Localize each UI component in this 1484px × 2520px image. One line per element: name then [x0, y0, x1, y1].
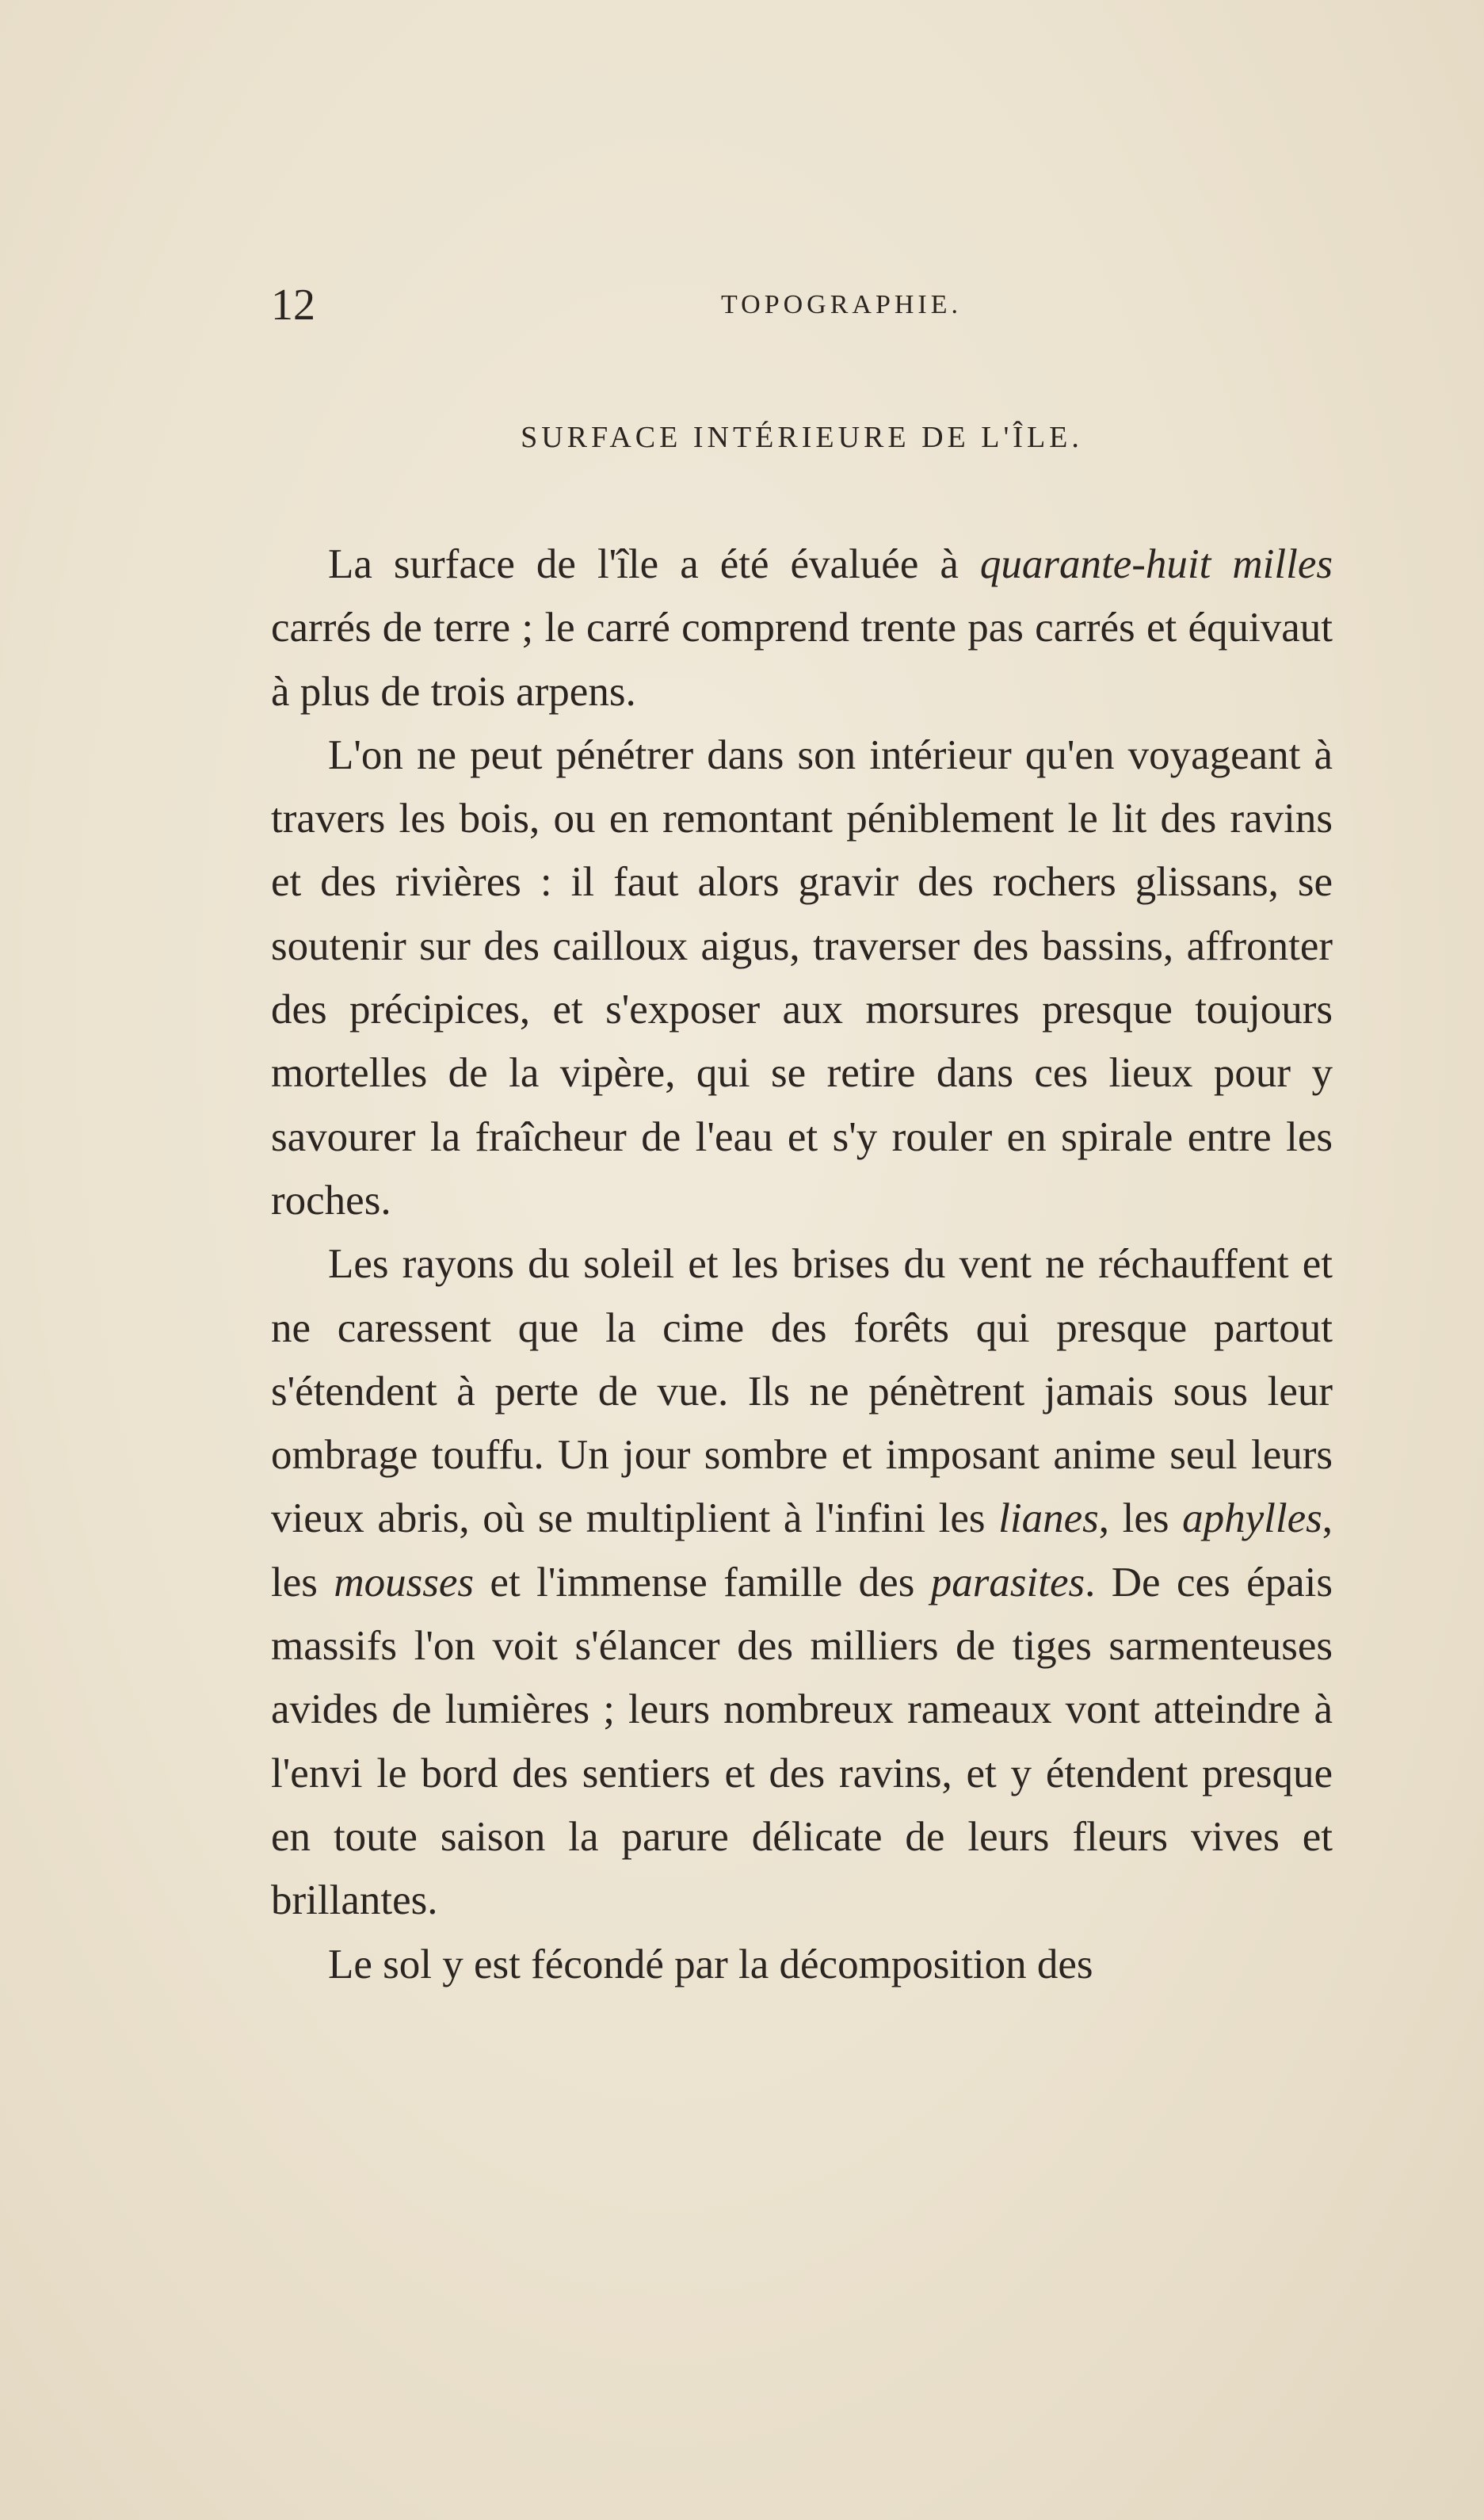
- paragraph-3-text-d: et l'immense famille des: [474, 1559, 931, 1606]
- body-text: [271, 533, 1333, 1996]
- paragraph-3-text-e: . De ces épais massifs l'on voit s'élancer des milliers de tiges sarmenteuses avides de lumières ; leurs nombreux rameaux vont atteindre à l'envi le bord des sentiers et des ravins, et y étendent presque en toute saison la parure délicate de leurs fleurs vives et brillantes.: [271, 1559, 1333, 1924]
- paragraph-4: [271, 1933, 1333, 1996]
- paragraph-3-text-a: Les rayons du soleil et les brises du vent ne réchauffent et ne caressent que la cime des forêts qui presque partout s'étendent à perte de vue. Ils ne pénètrent jamais sous leur ombrage touffu. Un jour sombre et imposant anime seul leurs vieux abris, où se multiplient à l'infini les: [271, 1241, 1333, 1542]
- paragraph-4-text: Le sol y est fécondé par la décomposition des: [328, 1941, 1093, 1987]
- paragraph-3-italic-b: aphylles: [1182, 1495, 1322, 1542]
- running-title: TOPOGRAPHIE.: [720, 290, 962, 319]
- paragraph-1: [271, 533, 1333, 724]
- section-title: SURFACE INTÉRIEURE DE L'ÎLE.: [521, 421, 1083, 454]
- paragraph-1-text-a: La surface de l'île a été évaluée à: [328, 541, 980, 587]
- paragraph-3-text-b: , les: [1098, 1495, 1183, 1542]
- paragraph-2: [271, 724, 1333, 1232]
- paragraph-3-text-c: , les: [271, 1495, 1333, 1606]
- page-header: [271, 273, 1333, 337]
- page-number: 12: [271, 281, 315, 330]
- paragraph-2-text: L'on ne peut pénétrer dans son intérieur qu'en voyageant à travers les bois, ou en remontant péniblement le lit des ravins et des rivières : il faut alors gravir des rochers glissans, se soutenir sur des cailloux aigus, traverser des bassins, affronter des précipices, et s'exposer aux morsures presque toujours mortelles de la vipère, qui se retire dans ces lieux pour y savourer la fraîcheur de l'eau et s'y rouler en spirale entre les roches.: [271, 731, 1333, 1224]
- paragraph-1-italic-a: quarante-huit milles: [979, 541, 1333, 587]
- paragraph-1-text-b: carrés de terre ; le carré comprend trente pas carrés et équivaut à plus de trois arpens.: [271, 605, 1333, 715]
- paragraph-3-italic-a: lianes: [998, 1495, 1099, 1542]
- paragraph-3: [271, 1232, 1333, 1932]
- paragraph-3-italic-c: mousses: [334, 1559, 474, 1606]
- paragraph-3-italic-d: parasites: [930, 1559, 1085, 1606]
